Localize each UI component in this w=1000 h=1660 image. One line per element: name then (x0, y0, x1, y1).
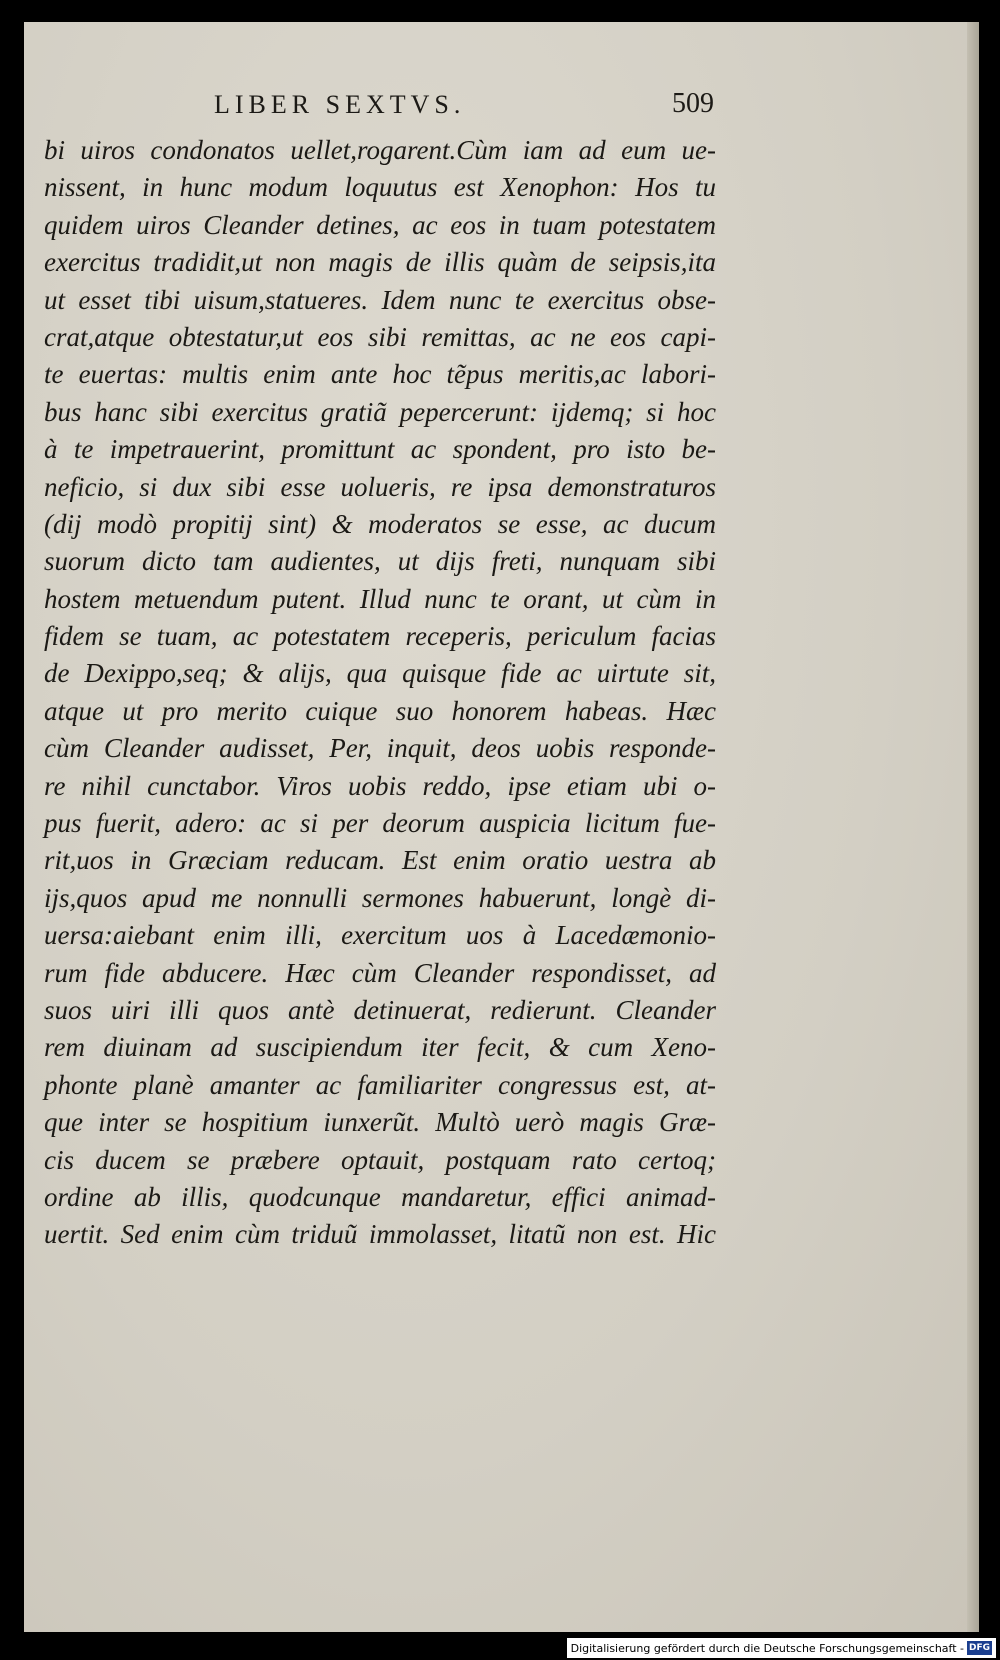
text-line: suorum dicto tam audientes, ut dijs freti, nunquam sibi (44, 546, 716, 577)
text-line: de Dexippo,seq; & alijs, qua quisque fide ac uirtute sit, (44, 658, 716, 689)
text-line: crat,atque obtestatur,ut eos sibi remittas, ac ne eos capi- (44, 321, 716, 352)
text-line: pus fuerit, adero: ac si per deorum auspicia licitum fue- (44, 808, 716, 839)
book-page (24, 22, 979, 1632)
text-line: cùm Cleander audisset, Per, inquit, deos uobis responde- (44, 733, 716, 764)
footer-banner (567, 1638, 996, 1658)
text-line: neficio, si dux sibi esse uolueris, re ipsa demonstraturos (44, 471, 716, 502)
text-line: suos uiri illi quos antè detinuerat, redierunt. Cleander (44, 994, 716, 1025)
text-line: à te impetrauerint, promittunt ac spondent, pro isto be- (44, 434, 716, 465)
text-line: ut esset tibi uisum,statueres. Idem nunc te exercitus obse- (44, 284, 716, 315)
text-line: hostem metuendum putent. Illud nunc te orant, ut cùm in (44, 583, 716, 614)
dfg-logo: DFG (968, 1643, 990, 1653)
text-line: ordine ab illis, quodcunque mandaretur, effici animad- (44, 1181, 716, 1212)
running-head: LIBER SEXTVS. (214, 90, 466, 119)
text-line: que inter se hospitium iunxerũt. Multò uerò magis Græ- (44, 1107, 716, 1138)
text-line: phonte planè amanter ac familiariter congressus est, at- (44, 1069, 716, 1100)
page-edge (967, 22, 979, 1632)
text-line: te euertas: multis enim ante hoc tẽpus meritis,ac labori- (44, 359, 716, 390)
text-line: ijs,quos apud me nonnulli sermones habuerunt, longè di- (44, 882, 716, 913)
text-line: bi uiros condonatos uellet,rogarent.Cùm iam ad eum ue- (44, 135, 716, 165)
text-line: bus hanc sibi exercitus gratiã pepercerunt: ijdemq; si hoc (44, 396, 716, 427)
text-line: cis ducem se præbere optauit, postquam rato certoq; (44, 1144, 716, 1175)
text-line: nissent, in hunc modum loquutus est Xenophon: Hos tu (44, 172, 716, 203)
text-line: fidem se tuam, ac potestatem receperis, periculum facias (44, 621, 716, 652)
funding-notice: Digitalisierung gefördert durch die Deutsche Forschungsgemeinschaft - (570, 1641, 964, 1655)
text-line: rem diuinam ad suscipiendum iter fecit, & cum Xeno- (44, 1032, 716, 1063)
page-number: 509 (672, 88, 714, 119)
text-line: rum fide abducere. Hæc cùm Cleander respondisset, ad (44, 957, 716, 988)
text-line: rit,uos in Græciam reducam. Est enim oratio uestra ab (44, 845, 716, 876)
text-line: exercitus tradidit,ut non magis de illis quàm de seipsis,ita (44, 247, 716, 278)
text-line: atque ut pro merito cuique suo honorem habeas. Hæc (44, 695, 716, 726)
text-line: re nihil cunctabor. Viros uobis reddo, ipse etiam ubi o- (44, 770, 716, 801)
text-line: uertit. Sed enim cùm triduũ immolasset, litatũ non est. Hic (44, 1219, 716, 1250)
text-line: quidem uiros Cleander detines, ac eos in tuam potestatem (44, 209, 716, 240)
text-line: (dij modò propitij sint) & moderatos se esse, ac ducum (44, 508, 716, 539)
text-line: uersa:aiebant enim illi, exercitum uos à Lacedæmonio- (44, 920, 716, 951)
body-text (44, 132, 716, 1254)
